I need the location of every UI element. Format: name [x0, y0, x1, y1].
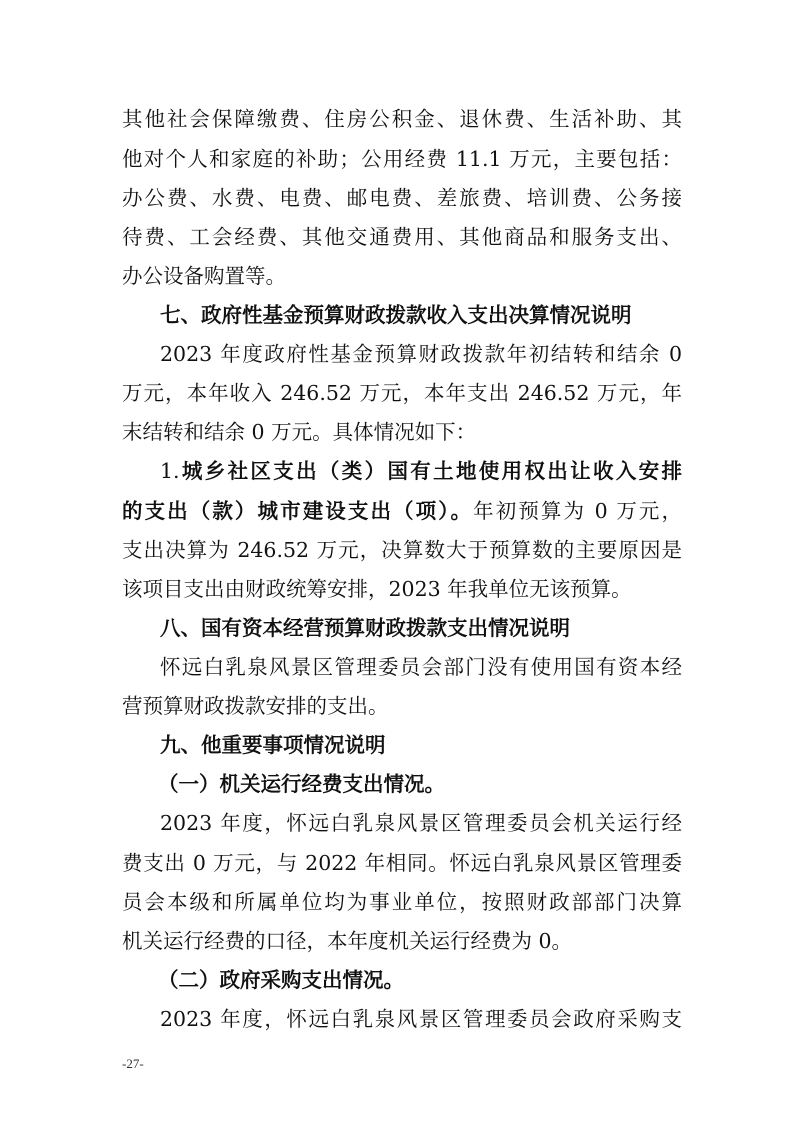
page-number: -27-	[122, 1056, 144, 1071]
item-bold-text: 城乡社区支出（类）国有土地使用权出让收入安排	[179, 459, 682, 483]
section-heading-7: 七、政府性基金预算财政拨款收入支出决算情况说明	[160, 303, 632, 327]
paragraph-line: 机关运行经费的口径，本年度机关运行经费为 0。	[122, 929, 573, 953]
paragraph-line: 员会本级和所属单位均为事业单位，按照财政部部门决算	[122, 890, 682, 914]
paragraph-line: 2023 年度，怀远白乳泉风景区管理委员会机关运行经	[160, 811, 682, 835]
item-1-line	[122, 496, 682, 526]
paragraph-line: 万元，本年收入 246.52 万元，本年支出 246.52 万元，年	[122, 381, 682, 405]
sub-heading-1: （一）机关运行经费支出情况。	[158, 772, 445, 796]
section-heading-9: 九、他重要事项情况说明	[160, 733, 386, 757]
paragraph-line: 其他社会保障缴费、住房公积金、退休费、生活补助、其	[122, 107, 682, 131]
item-number: 1.	[160, 459, 180, 483]
paragraph-line: 费支出 0 万元，与 2022 年相同。怀远白乳泉风景区管理委	[122, 851, 682, 875]
item-bold-text: 的支出（款）城市建设支出（项）。	[122, 499, 474, 523]
paragraph-line: 他对个人和家庭的补助；公用经费 11.1 万元，主要包括：	[122, 147, 682, 171]
paragraph-line: 该项目支出由财政统筹安排，2023 年我单位无该预算。	[122, 577, 632, 601]
item-text: 年初预算为 0 万元，	[473, 499, 682, 523]
item-1-line	[160, 456, 682, 486]
paragraph-line: 营预算财政拨款安排的支出。	[122, 694, 389, 718]
paragraph-line: 支出决算为 246.52 万元，决算数大于预算数的主要原因是	[122, 538, 682, 562]
paragraph-line: 待费、工会经费、其他交通费用、其他商品和服务支出、	[122, 225, 682, 249]
sub-heading-2: （二）政府采购支出情况。	[158, 968, 404, 992]
paragraph-line: 2023 年度，怀远白乳泉风景区管理委员会政府采购支	[160, 1007, 682, 1031]
paragraph-line: 办公设备购置等。	[122, 264, 286, 288]
paragraph-line: 怀远白乳泉风景区管理委员会部门没有使用国有资本经	[160, 655, 682, 679]
paragraph-line: 末结转和结余 0 万元。具体情况如下：	[122, 420, 477, 444]
paragraph-line: 办公费、水费、电费、邮电费、差旅费、培训费、公务接	[122, 186, 682, 210]
section-heading-8: 八、国有资本经营预算财政拨款支出情况说明	[160, 616, 570, 640]
paragraph-line: 2023 年度政府性基金预算财政拨款年初结转和结余 0	[160, 342, 682, 366]
